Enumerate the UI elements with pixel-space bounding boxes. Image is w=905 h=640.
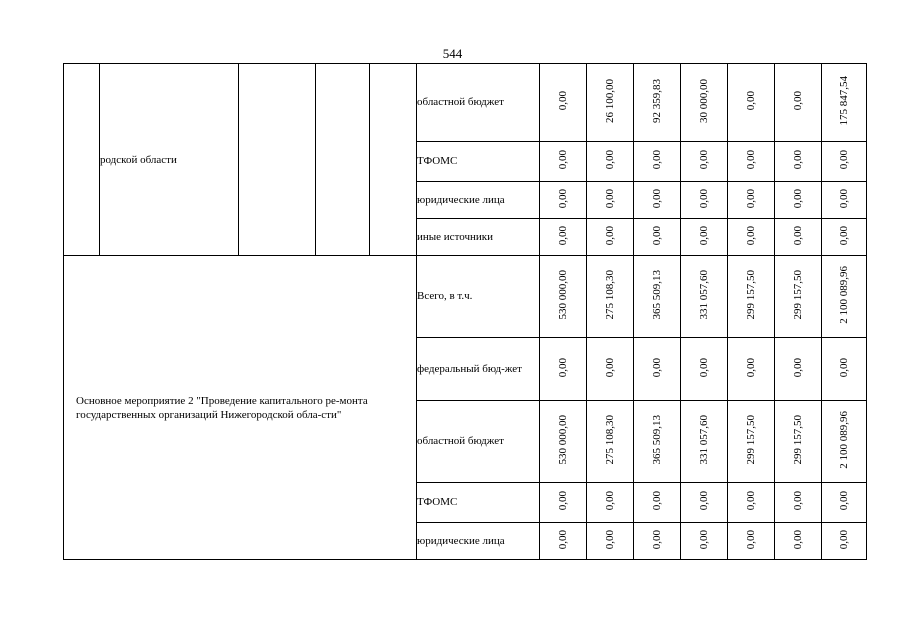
value-cell: 0,00: [822, 219, 867, 256]
value-cell: 0,00: [728, 483, 775, 523]
funding-source: юридические лица: [417, 523, 540, 560]
value-cell: 275 108,30: [587, 256, 634, 338]
value-cell: 0,00: [540, 219, 587, 256]
value-cell: 2 100 089,96: [822, 256, 867, 338]
value-cell: 275 108,30: [587, 401, 634, 483]
value-cell: 175 847,54: [822, 64, 867, 142]
value-cell: 0,00: [775, 338, 822, 401]
value-cell: 299 157,50: [775, 256, 822, 338]
value-cell: 0,00: [728, 523, 775, 560]
value-cell: 92 359,83: [634, 64, 681, 142]
blank-cell: [316, 64, 370, 256]
value-cell: 0,00: [775, 64, 822, 142]
value-cell: 0,00: [728, 219, 775, 256]
funding-source: юридические лица: [417, 182, 540, 219]
value-cell: 0,00: [587, 338, 634, 401]
funding-source: ТФОМС: [417, 483, 540, 523]
funding-source: областной бюджет: [417, 64, 540, 142]
value-cell: 0,00: [775, 142, 822, 182]
value-cell: 0,00: [587, 142, 634, 182]
value-cell: 331 057,60: [681, 401, 728, 483]
value-cell: 0,00: [775, 182, 822, 219]
blank-cell: [370, 64, 417, 256]
value-cell: 0,00: [634, 338, 681, 401]
value-cell: 0,00: [681, 219, 728, 256]
value-cell: 0,00: [634, 523, 681, 560]
value-cell: 0,00: [587, 182, 634, 219]
value-cell: 299 157,50: [728, 401, 775, 483]
value-cell: 530 000,00: [540, 256, 587, 338]
value-cell: 0,00: [634, 182, 681, 219]
value-cell: 0,00: [540, 142, 587, 182]
value-cell: 365 509,13: [634, 256, 681, 338]
budget-table: [63, 63, 867, 560]
program-name-cell: родской области: [100, 64, 239, 256]
value-cell: 0,00: [587, 483, 634, 523]
value-cell: 30 000,00: [681, 64, 728, 142]
value-cell: 0,00: [728, 338, 775, 401]
value-cell: 0,00: [822, 483, 867, 523]
value-cell: 0,00: [634, 483, 681, 523]
value-cell: 0,00: [822, 523, 867, 560]
value-cell: 0,00: [728, 142, 775, 182]
table-row: [64, 256, 867, 338]
value-cell: 0,00: [634, 142, 681, 182]
value-cell: 0,00: [728, 182, 775, 219]
value-cell: 0,00: [681, 182, 728, 219]
value-cell: 26 100,00: [587, 64, 634, 142]
value-cell: 0,00: [728, 64, 775, 142]
value-cell: 0,00: [587, 523, 634, 560]
funding-source: иные источники: [417, 219, 540, 256]
value-cell: 299 157,50: [775, 401, 822, 483]
value-cell: 0,00: [775, 219, 822, 256]
value-cell: 0,00: [587, 219, 634, 256]
event-title-cell: [64, 256, 417, 560]
blank-cell: [64, 64, 100, 256]
value-cell: 365 509,13: [634, 401, 681, 483]
value-cell: 331 057,60: [681, 256, 728, 338]
funding-source: Всего, в т.ч.: [417, 256, 540, 338]
value-cell: 0,00: [540, 523, 587, 560]
value-cell: 0,00: [775, 523, 822, 560]
value-cell: 0,00: [681, 523, 728, 560]
funding-source: областной бюджет: [417, 401, 540, 483]
value-cell: 0,00: [634, 219, 681, 256]
value-cell: 0,00: [822, 338, 867, 401]
funding-source: ТФОМС: [417, 142, 540, 182]
table-row: [64, 64, 867, 142]
blank-cell: [239, 64, 316, 256]
value-cell: 530 000,00: [540, 401, 587, 483]
page-number: 544: [442, 46, 463, 61]
event-title: Основное мероприятие 2 "Проведение капитального ре-монта государственных организаций Нижегородской обла-сти": [76, 394, 368, 421]
value-cell: 299 157,50: [728, 256, 775, 338]
value-cell: 0,00: [540, 182, 587, 219]
value-cell: 0,00: [822, 182, 867, 219]
value-cell: 0,00: [540, 483, 587, 523]
value-cell: 0,00: [540, 338, 587, 401]
value-cell: 0,00: [540, 64, 587, 142]
value-cell: 0,00: [681, 483, 728, 523]
value-cell: 2 100 089,96: [822, 401, 867, 483]
value-cell: 0,00: [775, 483, 822, 523]
value-cell: 0,00: [681, 338, 728, 401]
value-cell: 0,00: [681, 142, 728, 182]
funding-source: федеральный бюд-жет: [417, 338, 540, 401]
value-cell: 0,00: [822, 142, 867, 182]
